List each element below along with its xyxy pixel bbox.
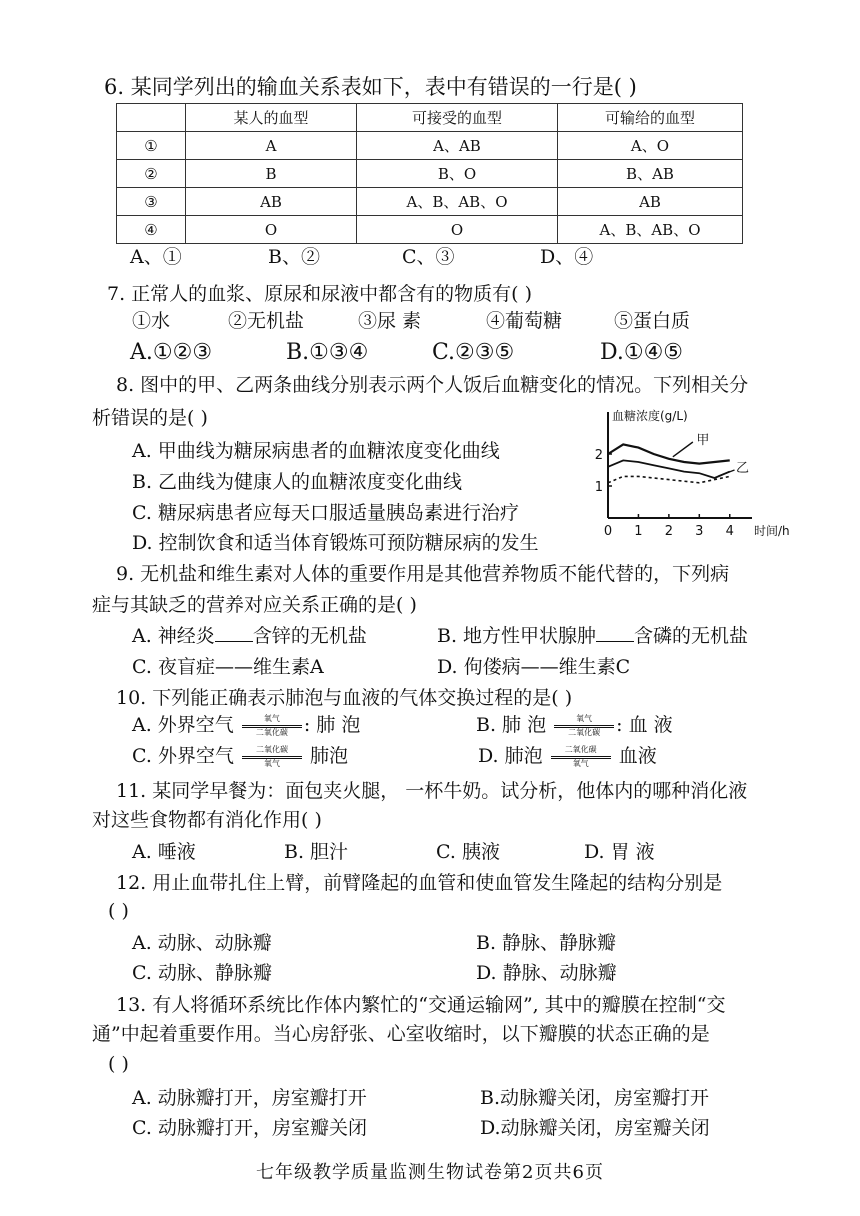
- double-line-arrow-icon: [549, 744, 613, 770]
- q10-option-d-label: D. 肺泡: [478, 745, 543, 767]
- q8-stem: 8. 图中的甲、乙两条曲线分别表示两个人饭后血糖变化的情况。下列相关分: [116, 374, 749, 396]
- table-header-row: [117, 104, 743, 132]
- q10-stem: 10. 下列能正确表示肺泡与血液的气体交换过程的是( ): [116, 687, 573, 709]
- q6-option-d[interactable]: D、④: [540, 246, 594, 268]
- q11-option-d[interactable]: D. 胃 液: [584, 841, 655, 863]
- q10-option-d[interactable]: [478, 744, 657, 770]
- q6-stem: 6. 某同学列出的输血关系表如下，表中有错误的一行是( ): [104, 75, 637, 99]
- blood-sugar-chart: [594, 406, 790, 540]
- table-cell: A、O: [558, 132, 743, 160]
- table-cell: A、AB: [357, 132, 558, 160]
- series-leader-line: [719, 470, 735, 476]
- q8-option-d[interactable]: D. 控制饮食和适当体育锻炼可预防糖尿病的发生: [132, 532, 539, 554]
- q13-stem: 13. 有人将循环系统比作体内繁忙的“交通运输网”, 其中的瓣膜在控制“交: [116, 994, 726, 1016]
- q10-option-b-end: : 血 液: [616, 714, 673, 736]
- gas-label-top: 氧气: [576, 714, 593, 723]
- q10-option-b-label: B. 肺 泡: [476, 714, 547, 736]
- q8-option-c[interactable]: C. 糖尿病患者应每天口服适量胰岛素进行治疗: [132, 502, 519, 524]
- answer-blank: [596, 625, 634, 642]
- q6-option-c[interactable]: C、③: [402, 246, 455, 268]
- table-header-cell: [117, 104, 186, 132]
- q11-stem: 对这些食物都有消化作用( ): [92, 809, 322, 831]
- table-row: [117, 132, 743, 160]
- series-leader-line: [673, 442, 693, 457]
- table-cell: B: [186, 160, 357, 188]
- page-footer: 七年级教学质量监测生物试卷第2页共6页: [256, 1162, 604, 1183]
- q12-option-c[interactable]: C. 动脉、静脉瓣: [132, 962, 272, 984]
- table-cell: ③: [117, 188, 186, 216]
- table-cell: B、O: [357, 160, 558, 188]
- q12-stem: ( ): [108, 900, 129, 922]
- x-tick-label: 2: [664, 524, 674, 539]
- blood-type-table: [116, 103, 743, 244]
- gas-label-top: 氧气: [263, 714, 280, 723]
- table-cell: A、B、AB、O: [558, 216, 743, 244]
- q9-option-b-text: B. 地方性甲状腺肿: [437, 625, 597, 647]
- q12-option-b[interactable]: B. 静脉、静脉瓣: [476, 932, 617, 954]
- q13-option-c[interactable]: C. 动脉瓣打开，房室瓣关闭: [132, 1117, 367, 1139]
- table-cell: A: [186, 132, 357, 160]
- q6-option-b[interactable]: B、②: [268, 246, 320, 268]
- gas-label-top: 二氧化碳: [564, 745, 597, 754]
- table-cell: A、B、AB、O: [357, 188, 558, 216]
- gas-label-bottom: 二氧化碳: [568, 728, 601, 737]
- q12-option-d[interactable]: D. 静脉、动脉瓣: [476, 962, 617, 984]
- q7-item: ③尿 素: [358, 310, 422, 332]
- gas-label-bottom: 氧气: [264, 759, 280, 768]
- series-label: 甲: [696, 433, 710, 448]
- table-cell: ①: [117, 132, 186, 160]
- q11-option-c[interactable]: C. 胰液: [436, 841, 500, 863]
- q13-option-b[interactable]: B.动脉瓣关闭，房室瓣打开: [480, 1087, 710, 1109]
- double-line-arrow-icon: [240, 713, 304, 739]
- q7-option-b[interactable]: B.①③④: [286, 340, 369, 365]
- y-axis-label: 血糖浓度(g/L): [612, 409, 688, 423]
- q9-option-b-text: 含磷的无机盐: [634, 625, 749, 647]
- y-tick-label: 2: [594, 448, 603, 463]
- double-line-arrow-icon: [552, 713, 616, 739]
- q7-item: ⑤蛋白质: [614, 310, 691, 332]
- q10-option-a[interactable]: [132, 713, 360, 739]
- q8-option-b[interactable]: B. 乙曲线为健康人的血糖浓度变化曲线: [132, 471, 463, 493]
- table-header-cell: 可输给的血型: [558, 104, 743, 132]
- table-cell: B、AB: [558, 160, 743, 188]
- q8-stem: 析错误的是( ): [92, 407, 208, 429]
- gas-label-top: 二氧化碳: [256, 745, 288, 754]
- series-label: 乙: [736, 461, 750, 476]
- q9-option-a-text: 含锌的无机盐: [252, 625, 367, 647]
- q7-option-a[interactable]: A.①②③: [130, 340, 213, 365]
- table-cell: AB: [558, 188, 743, 216]
- x-tick-label: 1: [634, 524, 643, 539]
- q12-stem: 12. 用止血带扎住上臂，前臂隆起的血管和使血管发生隆起的结构分别是: [116, 872, 723, 894]
- x-tick-label: 3: [695, 524, 704, 539]
- q13-option-d[interactable]: D.动脉瓣关闭，房室瓣关闭: [480, 1117, 710, 1139]
- q7-stem: 7. 正常人的血浆、原尿和尿液中都含有的物质有( ): [107, 283, 533, 305]
- double-line-arrow-icon: [240, 744, 304, 770]
- q7-item: ②无机盐: [228, 310, 305, 332]
- table-cell: O: [186, 216, 357, 244]
- table-row: [117, 160, 743, 188]
- y-tick-label: 1: [594, 480, 603, 495]
- q13-stem: 通”中起着重要作用。当心房舒张、心室收缩时，以下瓣膜的状态正确的是: [92, 1023, 710, 1045]
- q10-option-c[interactable]: [132, 744, 348, 770]
- gas-label-bottom: 氧气: [572, 759, 589, 768]
- q10-option-d-end: 血液: [618, 745, 657, 767]
- q9-option-c[interactable]: C. 夜盲症——维生素A: [132, 656, 324, 678]
- q10-option-b[interactable]: [476, 713, 673, 739]
- q7-option-c[interactable]: C.②③⑤: [432, 340, 515, 365]
- table-cell: AB: [186, 188, 357, 216]
- q11-option-b[interactable]: B. 胆汁: [284, 841, 349, 863]
- q10-option-c-end: 肺泡: [310, 745, 349, 767]
- q10-option-a-end: : 肺 泡: [303, 714, 361, 736]
- q8-option-a[interactable]: A. 甲曲线为糖尿病患者的血糖浓度变化曲线: [132, 440, 500, 462]
- table-header-cell: 某人的血型: [186, 104, 357, 132]
- table-cell: O: [357, 216, 558, 244]
- x-axis-label: 时间/h: [754, 524, 790, 538]
- q12-option-a[interactable]: A. 动脉、动脉瓣: [132, 932, 272, 954]
- q9-option-a[interactable]: [132, 624, 367, 648]
- table-row: [117, 188, 743, 216]
- q9-stem: 症与其缺乏的营养对应关系正确的是( ): [92, 594, 417, 616]
- q9-stem: 9. 无机盐和维生素对人体的重要作用是其他营养物质不能代替的，下列病: [116, 563, 730, 585]
- q7-option-d[interactable]: D.①④⑤: [600, 340, 684, 365]
- q13-stem: ( ): [108, 1053, 129, 1075]
- x-tick-label: 0: [603, 524, 613, 539]
- q7-item: ①水: [132, 310, 171, 332]
- q10-option-a-label: A. 外界空气: [132, 714, 234, 736]
- table-row: [117, 216, 743, 244]
- table-cell: ④: [117, 216, 186, 244]
- q11-stem: 11. 某同学早餐为：面包夹火腿， 一杯牛奶。试分析，他体内的哪种消化液: [116, 780, 748, 802]
- q10-option-c-label: C. 外界空气: [132, 745, 234, 767]
- table-header-cell: 可接受的血型: [357, 104, 558, 132]
- answer-blank: [215, 625, 253, 642]
- q11-option-a[interactable]: A. 唾液: [132, 841, 196, 863]
- gas-label-bottom: 二氧化碳: [255, 728, 288, 737]
- q7-item: ④葡萄糖: [486, 310, 563, 332]
- q13-option-a[interactable]: A. 动脉瓣打开，房室瓣打开: [132, 1087, 367, 1109]
- q6-option-a[interactable]: A、①: [130, 246, 182, 268]
- table-cell: ②: [117, 160, 186, 188]
- q9-option-a-text: A. 神经炎: [132, 625, 215, 647]
- q9-option-b[interactable]: [437, 624, 748, 648]
- x-tick-label: 4: [725, 524, 734, 539]
- q9-option-d[interactable]: D. 佝偻病——维生素C: [437, 656, 631, 678]
